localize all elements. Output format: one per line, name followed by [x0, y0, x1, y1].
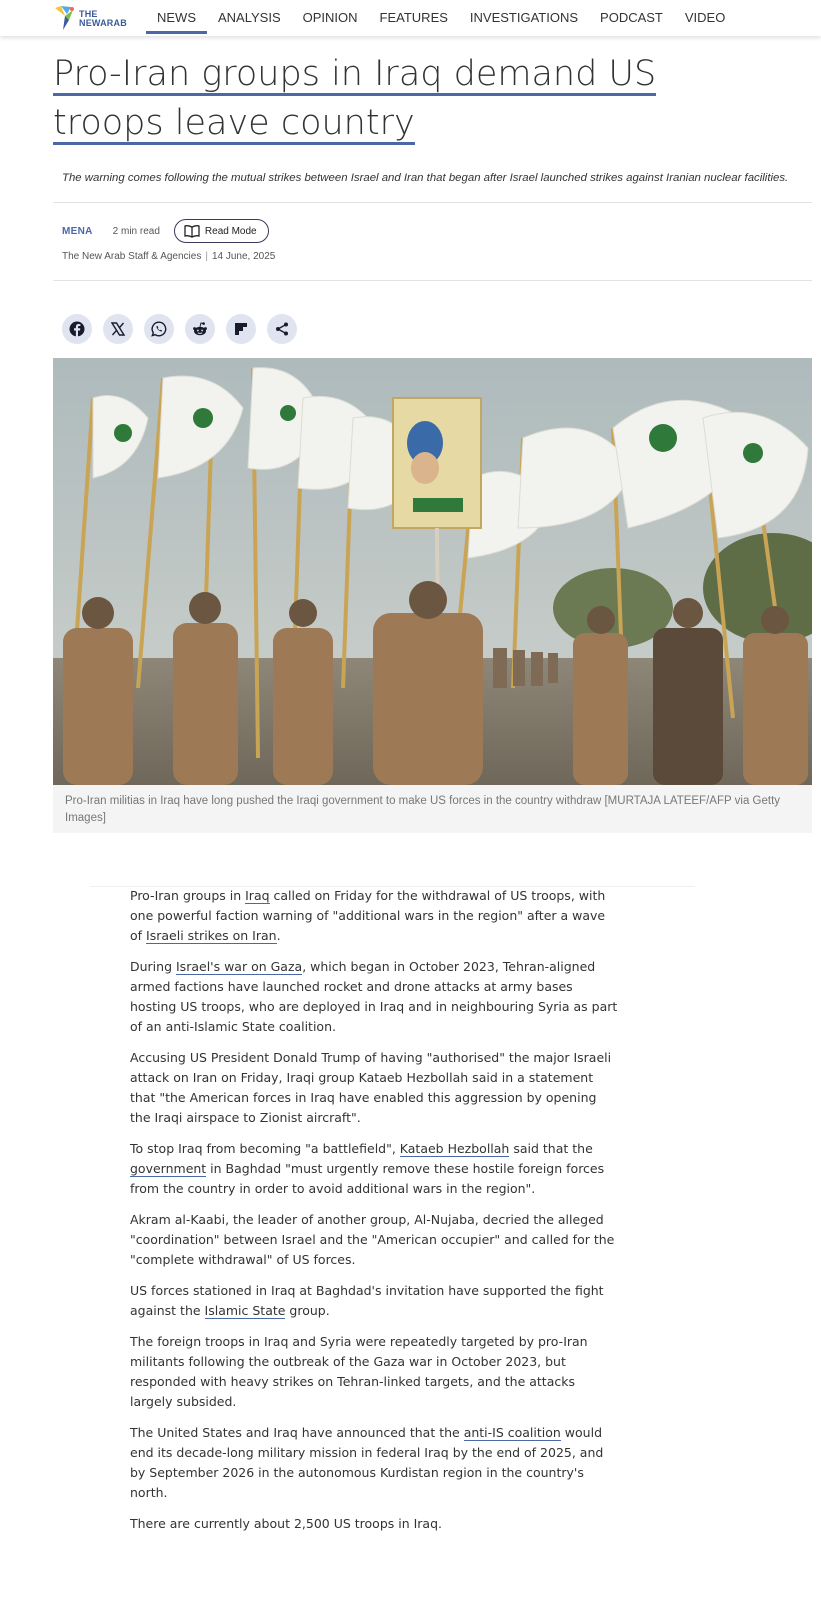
share-flipboard-button[interactable] — [226, 314, 256, 344]
article-paragraph: To stop Iraq from becoming "a battlefield", Kataeb Hezbollah said that the government in Baghdad "must urgently remove these hostile foreign forces from the country in order to avoid additional wars in the region". — [130, 1141, 605, 1196]
article-body — [130, 886, 620, 1545]
article-paragraph: Pro-Iran groups in Iraq called on Friday for the withdrawal of US troops, with one powerful faction warning of "additional wars in the region" after a wave of Israeli strikes on Iran. — [130, 888, 606, 943]
article-hero-image — [53, 358, 812, 785]
book-icon — [184, 224, 200, 238]
read-time: 2 min read — [112, 225, 160, 237]
logo-wordmark: THE NEWARAB — [79, 9, 127, 28]
link-government[interactable]: government — [130, 1161, 207, 1176]
nav-item-opinion[interactable]: OPINION — [302, 10, 358, 25]
publish-date: 14 June, 2025 — [211, 251, 276, 262]
link-iraq[interactable]: Iraq — [245, 888, 270, 903]
site-header — [0, 0, 821, 36]
byline — [62, 251, 275, 262]
author-link[interactable]: The New Arab Staff & Agencies — [62, 251, 202, 262]
article-standfirst: The warning comes following the mutual strikes between Israel and Iran that began after Israel launched strikes against Iranian nuclear facilities. — [62, 172, 789, 184]
article-paragraph: Akram al-Kaabi, the leader of another group, Al-Nujaba, decried the alleged "coordination" between Israel and the "American occupier" and called for the "complete withdrawal" of US forces. — [130, 1212, 615, 1267]
byline-separator: | — [205, 251, 208, 262]
link-israeli-strikes-on-iran[interactable]: Israeli strikes on Iran — [146, 928, 277, 943]
site-logo[interactable] — [53, 4, 133, 32]
image-caption-box — [53, 785, 812, 833]
link-anti-is-coalition[interactable]: anti-IS coalition — [463, 1425, 561, 1440]
article-paragraph: Accusing US President Donald Trump of having "authorised" the major Israeli attack on Iran on Friday, Iraqi group Kataeb Hezbollah said in a statement that "the American forces in Iraq have enabled this aggression by opening the Iraqi airspace to Zionist aircraft". — [130, 1050, 612, 1125]
facebook-icon — [69, 321, 85, 337]
category-tag[interactable]: MENA — [62, 225, 93, 237]
share-facebook-button[interactable] — [62, 314, 92, 344]
image-caption: Pro-Iran militias in Iraq have long pushed the Iraqi government to make US forces in the country withdraw [MURTAJA LATEEF/AFP via Getty Images] — [65, 795, 781, 824]
share-bar — [62, 314, 308, 344]
bird-logo-icon — [53, 4, 79, 32]
article-paragraph: US forces stationed in Iraq at Baghdad's invitation have supported the fight against the Islamic State group. — [130, 1283, 604, 1318]
read-mode-label: Read Mode — [204, 225, 257, 237]
nav-item-analysis[interactable]: ANALYSIS — [218, 10, 281, 25]
share-icon — [275, 322, 289, 336]
main-nav — [146, 0, 736, 36]
nav-item-video[interactable]: VIDEO — [684, 10, 726, 25]
divider — [53, 202, 812, 203]
parade-photo — [53, 358, 812, 785]
divider — [53, 280, 812, 281]
link-israels-war-on-gaza[interactable]: Israel's war on Gaza — [176, 959, 303, 974]
reddit-icon — [192, 321, 208, 337]
article-paragraph: The foreign troops in Iraq and Syria were repeatedly targeted by pro-Iran militants following the outbreak of the Gaza war in October 2023, but responded with heavy strikes on Tehran-linked targets, and the attacks largely subsided. — [130, 1334, 588, 1409]
nav-item-features[interactable]: FEATURES — [379, 10, 448, 25]
share-more-button[interactable] — [267, 314, 297, 344]
link-islamic-state[interactable]: Islamic State — [204, 1303, 286, 1318]
article-paragraph: During Israel's war on Gaza, which began in October 2023, Tehran-aligned armed factions have launched rocket and drone attacks at army bases hosting US troops, who are deployed in Iraq and in neighbouring Syria as part of an anti-Islamic State coalition. — [130, 959, 618, 1034]
share-reddit-button[interactable] — [185, 314, 215, 344]
article-title: Pro-Iran groups in Iraq demand US troops leave country — [53, 54, 657, 143]
nav-item-investigations[interactable]: INVESTIGATIONS — [469, 10, 579, 25]
flipboard-icon — [234, 322, 248, 336]
share-whatsapp-button[interactable] — [144, 314, 174, 344]
x-icon — [111, 322, 125, 336]
read-mode-button[interactable] — [174, 219, 269, 243]
article-meta — [62, 219, 269, 243]
nav-item-news[interactable]: NEWS — [146, 0, 207, 36]
article-paragraph: There are currently about 2,500 US troops in Iraq. — [130, 1516, 442, 1531]
article-paragraph: The United States and Iraq have announced that the anti-IS coalition would end its decade-long military mission in federal Iraq by the end of 2025, and by September 2026 in the autonomous Kurdistan region in the country's north. — [130, 1425, 604, 1500]
share-x-button[interactable] — [103, 314, 133, 344]
nav-item-podcast[interactable]: PODCAST — [600, 10, 663, 25]
whatsapp-icon — [151, 321, 167, 337]
link-kataeb-hezbollah[interactable]: Kataeb Hezbollah — [399, 1141, 510, 1156]
